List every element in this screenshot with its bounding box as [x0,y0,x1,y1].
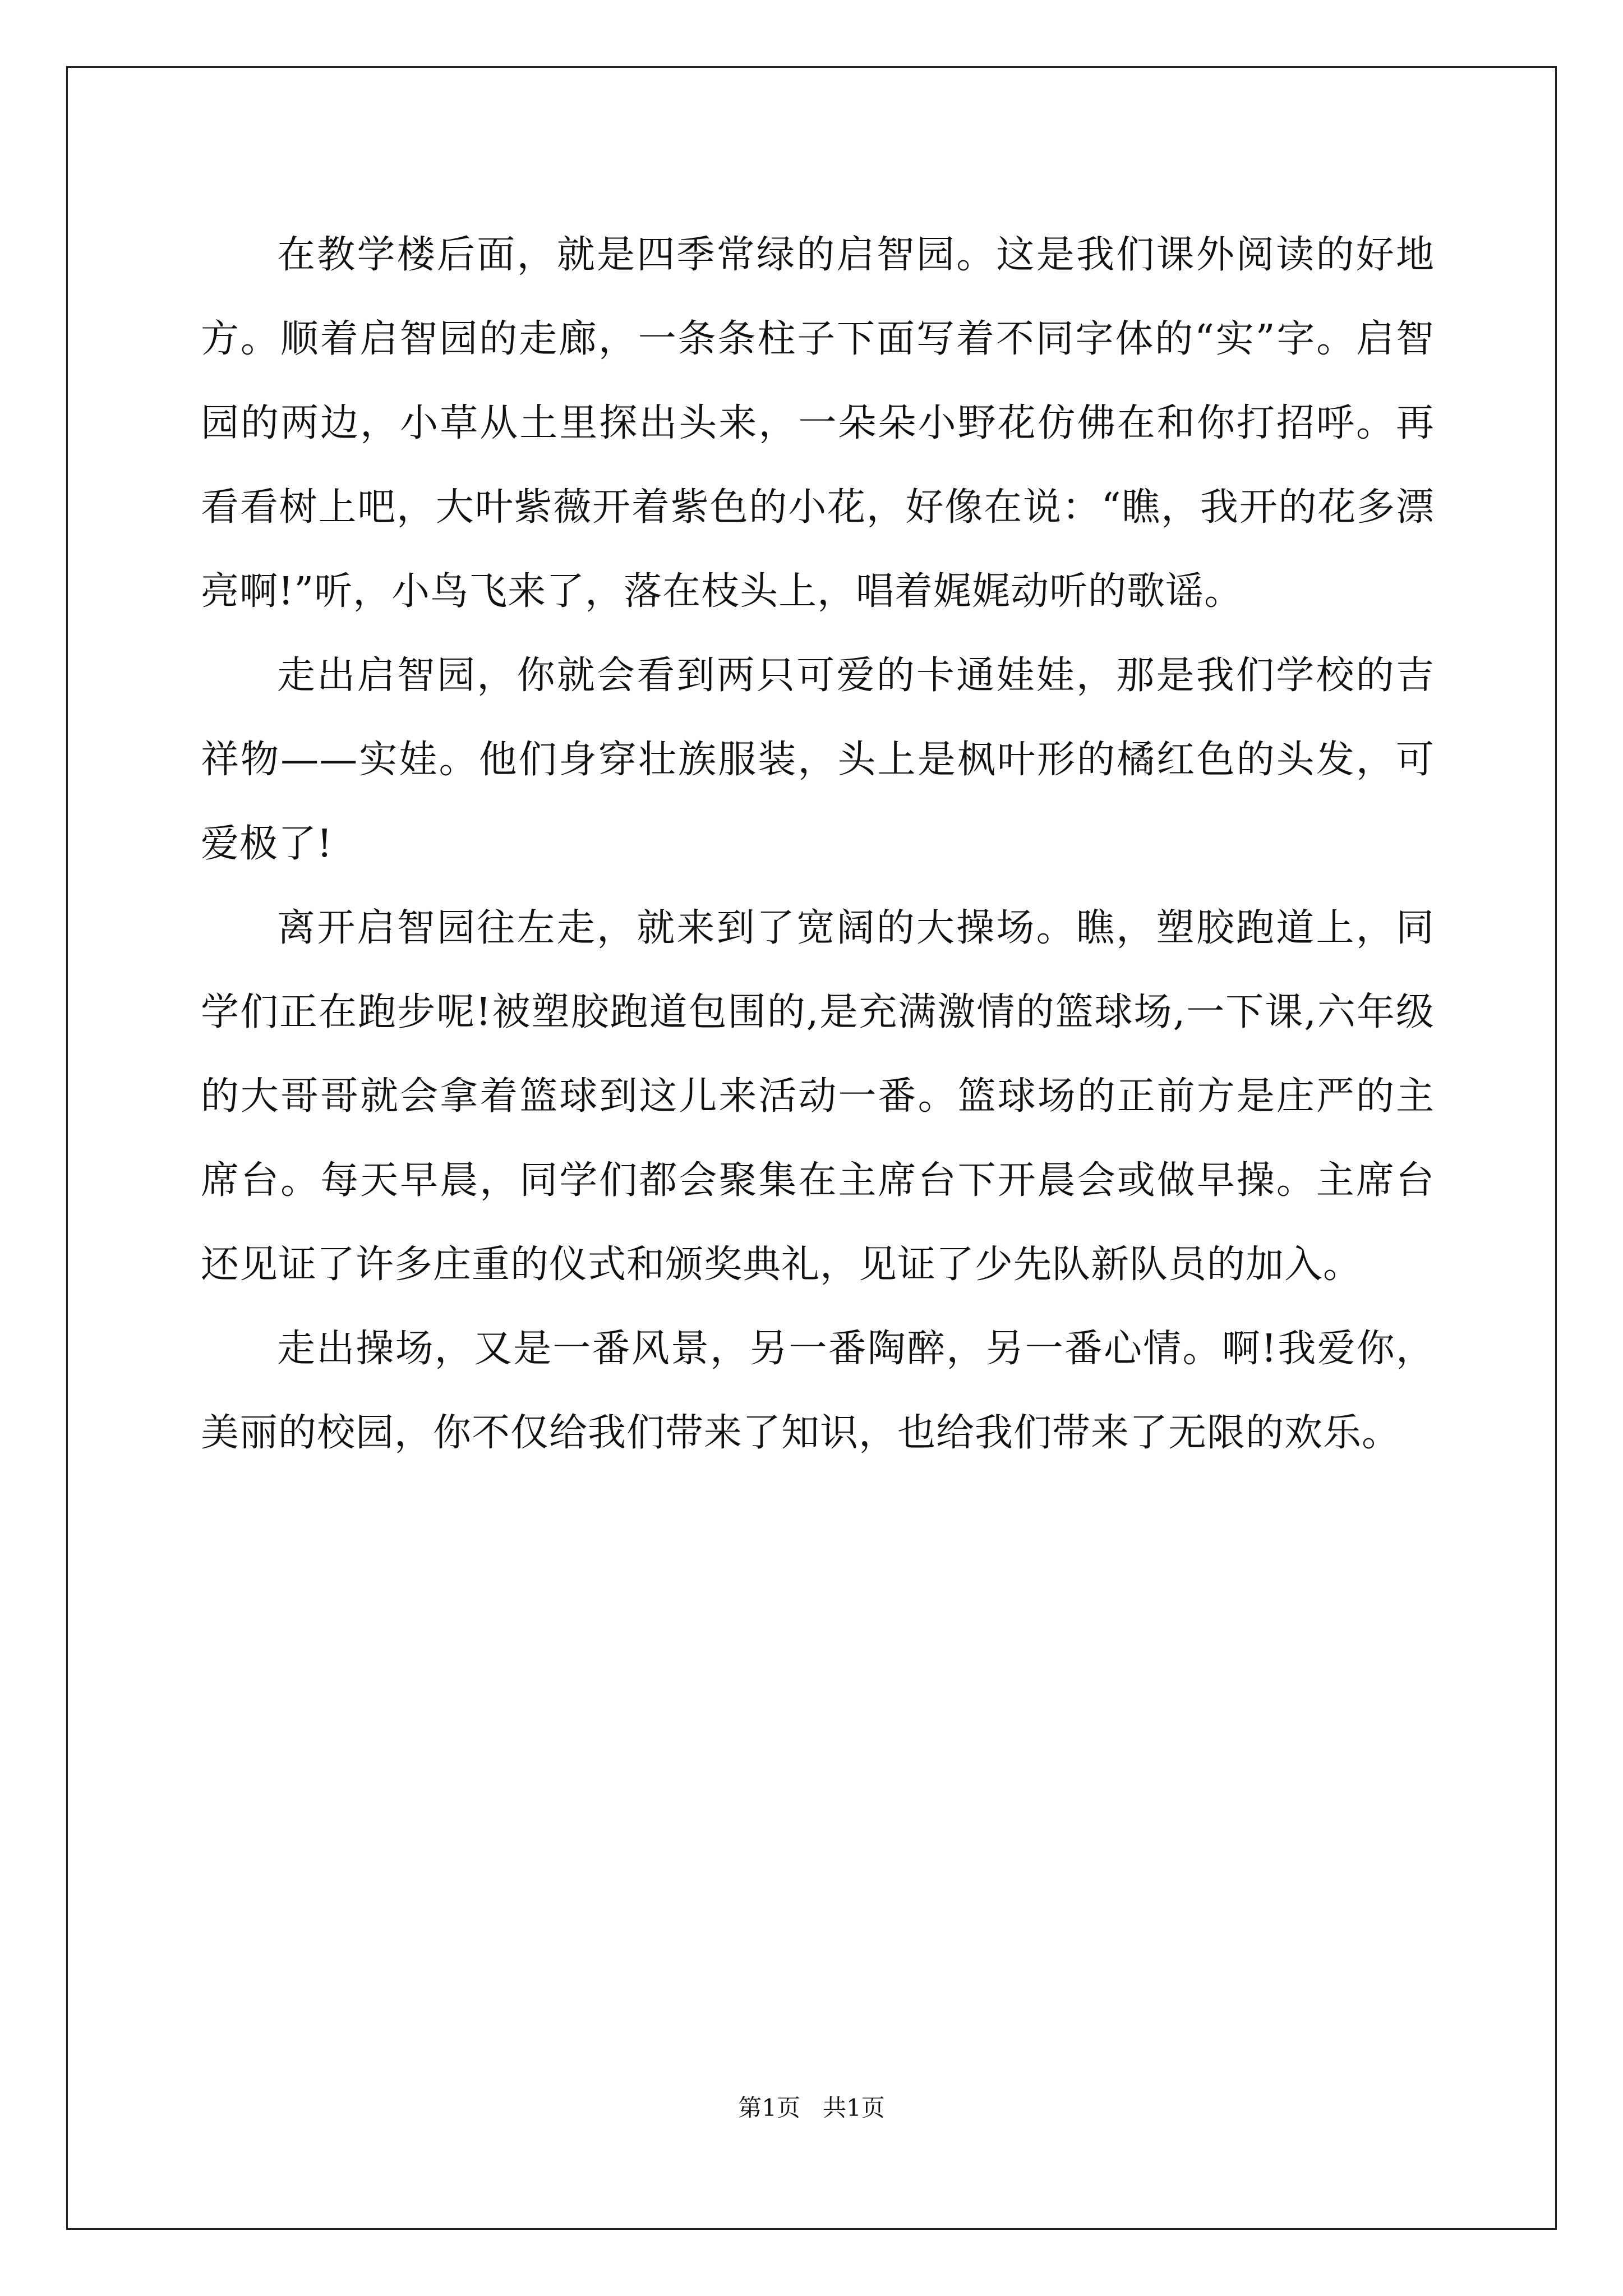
document-body [201,213,1435,1475]
paragraph-4: 走出操场，又是一番风景，另一番陶醉，另一番心情。啊!我爱你，美丽的校园，你不仅给我们带来了知识，也给我们带来了无限的欢乐。 [201,1327,1435,1455]
page-number-current: 第1页 [738,2094,800,2122]
page-number-total: 共1页 [823,2094,885,2122]
paragraph-2: 走出启智园，你就会看到两只可爱的卡通娃娃，那是我们学校的吉祥物——实娃。他们身穿壮族服装，头上是枫叶形的橘红色的头发，可爱极了! [201,654,1435,866]
paragraph-1: 在教学楼后面，就是四季常绿的启智园。这是我们课外阅读的好地方。顺着启智园的走廊，一条条柱子下面写着不同字体的“实”字。启智园的两边，小草从土里探出头来，一朵朵小野花仿佛在和你打招呼。再看看树上吧，大叶紫薇开着紫色的小花，好像在说：“瞧，我开的花多漂亮啊!”听，小鸟飞来了，落在枝头上，唱着娓娓动听的歌谣。 [201,233,1435,614]
paragraph-3: 离开启智园往左走，就来到了宽阔的大操场。瞧，塑胶跑道上，同学们正在跑步呢!被塑胶跑道包围的,是充满激情的篮球场,一下课,六年级的大哥哥就会拿着篮球到这儿来活动一番。篮球场的正前方是庄严的主席台。每天早晨，同学们都会聚集在主席台下开晨会或做早操。主席台还见证了许多庄重的仪式和颁奖典礼，见证了少先队新队员的加入。 [201,906,1435,1287]
page-footer [0,2091,1623,2125]
